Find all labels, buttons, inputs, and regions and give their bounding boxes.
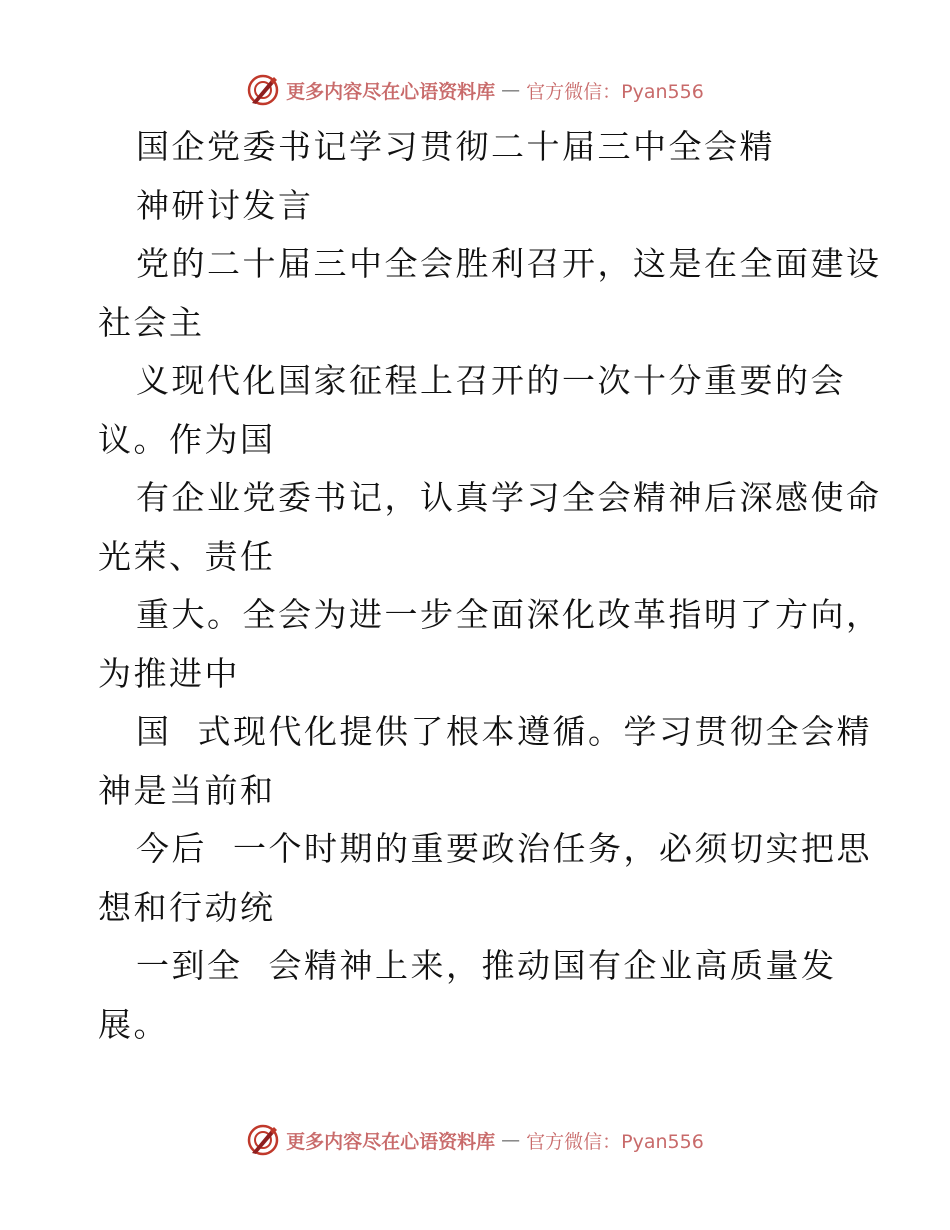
doc-line: 神是当前和 [98,770,276,810]
quill-pen-logo-icon [246,1123,280,1157]
doc-line: 议。作为国 [98,419,276,459]
header-watermark [0,70,950,110]
watermark-wechat: 官方微信：Pyan556 [526,1130,704,1153]
watermark-text: 更多内容尽在心语资料库 [286,80,496,103]
doc-line: 义现代化国家征程上召开的一次十分重要的会 [136,361,846,400]
doc-line: 有企业党委书记，认真学习全会精神后深感使命 [136,478,882,517]
watermark-dash: — [501,79,521,101]
doc-line: 神研讨发言 [136,185,314,225]
doc-line: 想和行动统 [98,887,276,927]
doc-line: 光荣、责任 [98,536,276,576]
doc-line: 国 式现代化提供了根本遵循。学习贯彻全会精 [136,712,872,751]
doc-line: 展。 [98,1004,169,1044]
doc-line: 国企党委书记学习贯彻二十届三中全会精 [136,127,775,166]
footer-watermark [0,1120,950,1160]
document-body [98,118,882,1054]
doc-line: 重大。全会为进一步全面深化改革指明了方向， [136,595,882,634]
watermark-text: 更多内容尽在心语资料库 [286,1130,496,1153]
doc-line: 党的二十届三中全会胜利召开，这是在全面建设 [136,244,882,283]
quill-pen-logo-icon [246,73,280,107]
doc-line: 社会主 [98,302,205,342]
doc-line: 为推进中 [98,653,240,693]
doc-line: 一到全 会精神上来，推动国有企业高质量发 [136,946,837,985]
watermark-wechat: 官方微信：Pyan556 [526,80,704,103]
doc-line: 今后 一个时期的重要政治任务，必须切实把思 [136,829,872,868]
watermark-dash: — [501,1129,521,1151]
